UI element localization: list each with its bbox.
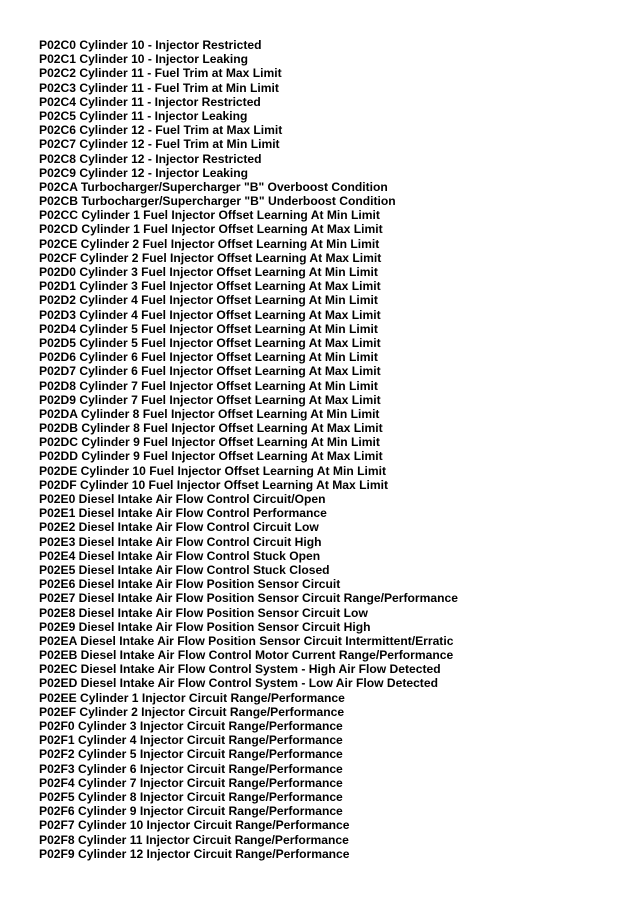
- dtc-code-line: P02DB Cylinder 8 Fuel Injector Offset Learning At Max Limit: [39, 421, 383, 436]
- dtc-code-line: P02F9 Cylinder 12 Injector Circuit Range/Performance: [39, 846, 350, 861]
- dtc-code-line: P02F4 Cylinder 7 Injector Circuit Range/Performance: [39, 775, 343, 790]
- dtc-code-line: P02DA Cylinder 8 Fuel Injector Offset Learning At Min Limit: [39, 406, 380, 421]
- dtc-code-line: P02DC Cylinder 9 Fuel Injector Offset Learning At Min Limit: [39, 435, 380, 450]
- dtc-code-line: P02DF Cylinder 10 Fuel Injector Offset Learning At Max Limit: [39, 477, 388, 492]
- dtc-code-line: P02CF Cylinder 2 Fuel Injector Offset Learning At Max Limit: [39, 250, 382, 265]
- dtc-code-line: P02F3 Cylinder 6 Injector Circuit Range/Performance: [39, 761, 343, 776]
- dtc-code-line: P02CD Cylinder 1 Fuel Injector Offset Learning At Max Limit: [39, 222, 383, 237]
- dtc-code-line: P02C7 Cylinder 12 - Fuel Trim at Min Limit: [39, 137, 280, 152]
- dtc-code-line: P02C5 Cylinder 11 - Injector Leaking: [39, 108, 248, 123]
- dtc-code-line: P02EB Diesel Intake Air Flow Control Motor Current Range/Performance: [39, 648, 454, 663]
- dtc-code-line: P02D7 Cylinder 6 Fuel Injector Offset Learning At Max Limit: [39, 364, 381, 379]
- dtc-code-line: P02D3 Cylinder 4 Fuel Injector Offset Learning At Max Limit: [39, 307, 381, 322]
- dtc-code-line: P02EE Cylinder 1 Injector Circuit Range/Performance: [39, 690, 345, 705]
- dtc-code-line: P02D4 Cylinder 5 Fuel Injector Offset Learning At Min Limit: [39, 321, 378, 336]
- document-page: [39, 38, 628, 861]
- dtc-code-line: P02E1 Diesel Intake Air Flow Control Performance: [39, 506, 327, 521]
- dtc-code-line: P02E6 Diesel Intake Air Flow Position Sensor Circuit: [39, 577, 341, 592]
- dtc-code-line: P02D1 Cylinder 3 Fuel Injector Offset Learning At Max Limit: [39, 279, 381, 294]
- dtc-code-line: P02C9 Cylinder 12 - Injector Leaking: [39, 165, 249, 180]
- dtc-code-line: P02EA Diesel Intake Air Flow Position Sensor Circuit Intermittent/Erratic: [39, 633, 454, 648]
- dtc-code-line: P02F2 Cylinder 5 Injector Circuit Range/Performance: [39, 747, 343, 762]
- dtc-code-line: P02E9 Diesel Intake Air Flow Position Sensor Circuit High: [39, 619, 371, 634]
- dtc-code-line: P02E7 Diesel Intake Air Flow Position Sensor Circuit Range/Performance: [39, 591, 458, 606]
- dtc-code-line: P02F1 Cylinder 4 Injector Circuit Range/Performance: [39, 733, 343, 748]
- dtc-code-line: P02E3 Diesel Intake Air Flow Control Circuit High: [39, 534, 322, 549]
- dtc-code-line: P02E2 Diesel Intake Air Flow Control Circuit Low: [39, 520, 319, 535]
- dtc-code-line: P02E5 Diesel Intake Air Flow Control Stuck Closed: [39, 562, 330, 577]
- dtc-code-line: P02D0 Cylinder 3 Fuel Injector Offset Learning At Min Limit: [39, 265, 378, 279]
- dtc-code-line: P02CB Turbocharger/Supercharger "B" Underboost Condition: [39, 194, 396, 209]
- dtc-code-line: P02C8 Cylinder 12 - Injector Restricted: [39, 151, 262, 166]
- dtc-code-line: P02F8 Cylinder 11 Injector Circuit Range/Performance: [39, 832, 349, 847]
- dtc-code-line: P02ED Diesel Intake Air Flow Control System - Low Air Flow Detected: [39, 676, 438, 691]
- dtc-code-list: [39, 38, 628, 861]
- dtc-code-line: P02C0 Cylinder 10 - Injector Restricted: [39, 38, 262, 52]
- dtc-code-line: P02DE Cylinder 10 Fuel Injector Offset Learning At Min Limit: [39, 463, 386, 478]
- dtc-code-line: P02D6 Cylinder 6 Fuel Injector Offset Learning At Min Limit: [39, 350, 378, 365]
- dtc-code-line: P02C4 Cylinder 11 - Injector Restricted: [39, 94, 261, 109]
- dtc-code-line: P02CA Turbocharger/Supercharger "B" Overboost Condition: [39, 179, 388, 194]
- dtc-code-line: P02CE Cylinder 2 Fuel Injector Offset Learning At Min Limit: [39, 236, 380, 251]
- dtc-code-line: P02EC Diesel Intake Air Flow Control System - High Air Flow Detected: [39, 662, 441, 677]
- dtc-code-line: P02D9 Cylinder 7 Fuel Injector Offset Learning At Max Limit: [39, 392, 381, 407]
- dtc-code-line: P02D8 Cylinder 7 Fuel Injector Offset Learning At Min Limit: [39, 378, 378, 393]
- dtc-code-line: P02F7 Cylinder 10 Injector Circuit Range/Performance: [39, 818, 350, 833]
- dtc-code-line: P02C2 Cylinder 11 - Fuel Trim at Max Limit: [39, 66, 282, 81]
- dtc-code-line: P02CC Cylinder 1 Fuel Injector Offset Learning At Min Limit: [39, 208, 380, 223]
- dtc-code-line: P02E0 Diesel Intake Air Flow Control Circuit/Open: [39, 492, 326, 506]
- dtc-code-line: P02C6 Cylinder 12 - Fuel Trim at Max Limit: [39, 123, 283, 138]
- dtc-code-line: P02F5 Cylinder 8 Injector Circuit Range/Performance: [39, 789, 343, 804]
- dtc-code-line: P02F0 Cylinder 3 Injector Circuit Range/Performance: [39, 719, 343, 733]
- dtc-code-line: P02F6 Cylinder 9 Injector Circuit Range/Performance: [39, 804, 343, 819]
- dtc-code-line: P02DD Cylinder 9 Fuel Injector Offset Learning At Max Limit: [39, 449, 383, 464]
- dtc-code-line: P02C3 Cylinder 11 - Fuel Trim at Min Limit: [39, 80, 279, 95]
- dtc-code-line: P02E8 Diesel Intake Air Flow Position Sensor Circuit Low: [39, 605, 368, 620]
- dtc-code-line: P02E4 Diesel Intake Air Flow Control Stuck Open: [39, 548, 321, 563]
- dtc-code-line: P02D2 Cylinder 4 Fuel Injector Offset Learning At Min Limit: [39, 293, 378, 308]
- dtc-code-line: P02C1 Cylinder 10 - Injector Leaking: [39, 52, 249, 67]
- dtc-code-line: P02EF Cylinder 2 Injector Circuit Range/Performance: [39, 704, 345, 719]
- dtc-code-line: P02D5 Cylinder 5 Fuel Injector Offset Learning At Max Limit: [39, 335, 381, 350]
